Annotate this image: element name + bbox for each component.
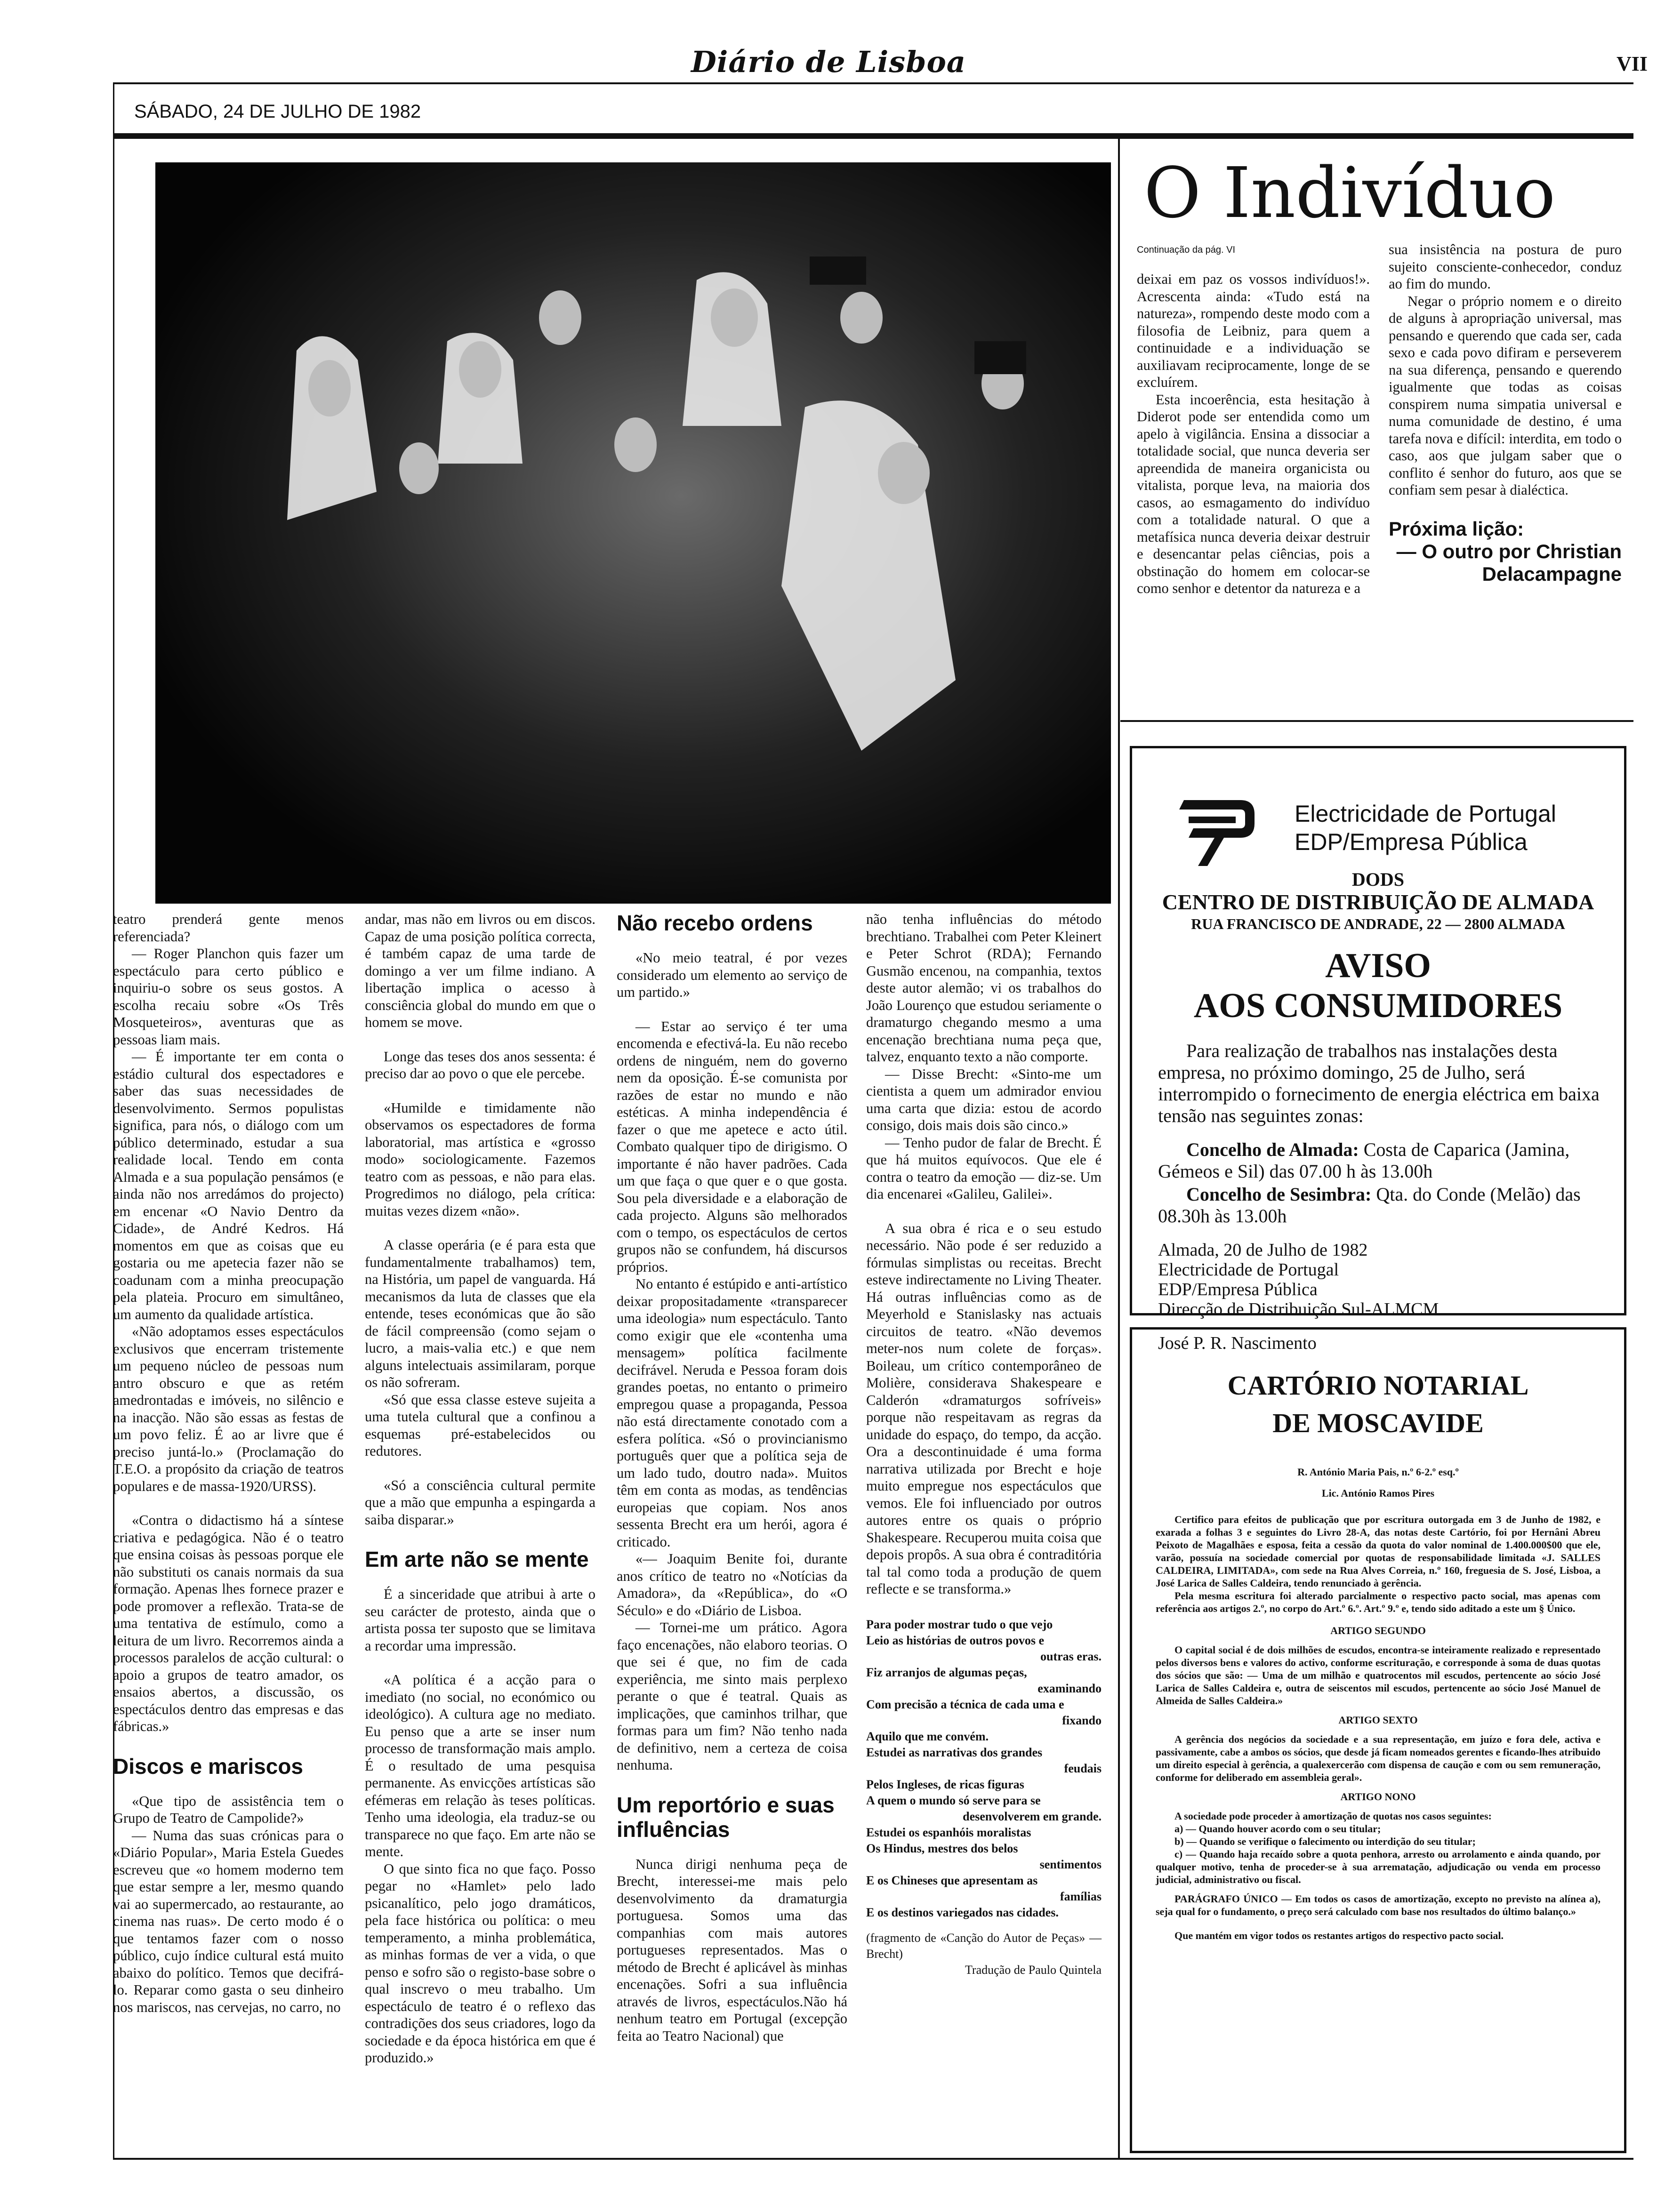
actors-image <box>155 162 1111 904</box>
brecht-poem <box>866 1617 1102 1978</box>
continuation-note: Continuação da pág. VI <box>1137 245 1236 255</box>
poem-credit: (fragmento de «Canção do Autor de Peças» — Brecht) <box>866 1931 1102 1961</box>
subheading-discos: Discos e mariscos <box>113 1754 304 1779</box>
poem-line: outras eras. <box>1040 1649 1102 1663</box>
article-paragraph: A classe operária (e é para esta que fundamentalmente trabalhamos) tem, na História, um papel de vanguarda. Há mecanismos da luta de classes que ela entende, teses económicas que ão são de fácil compreensão (como sejam o lucro, a mais-valia etc.) e que nem alguns intelectuais assimilaram, porque os não sofreram. <box>365 1237 595 1390</box>
poem-line: E os Chineses que apresentam as <box>866 1873 1038 1887</box>
individuo-title: O Indivíduo <box>1144 152 1556 233</box>
article-paragraph: não tenha influências do método brechtiano. Trabalhei com Peter Kleinert e Peter Schrot (RDA); Fernando Gusmão encenou, na companhia, textos deste autor alemão; vi os trabalhos do João Lourenço que estudou seriamente o dramaturgo chegando mesmo a uma encenação brechtiana numa peça que, talvez, enquanto texto a não comporte. <box>866 911 1102 1065</box>
individuo-paragraph: Negar o próprio nomem e o direito de alguns à apropriação universal, mas pensando e querendo que cada ser, cada sexo e cada povo difiram e perseverem na sua diferença, pensando e querendo igualmente que todas as coisas conspirem numa simpatia universal e numa comunidade de destino, é uma tarefa nova e difícil: interdita, em todo o caso, aos que julgam saber que o conflito é senhor do futuro, aos que se confiam sem pesar à dialéctica. <box>1389 293 1622 498</box>
poem-line: E os destinos variegados nas cidades. <box>866 1905 1059 1919</box>
edp-concelho1-text: Costa de Caparica (Jamina, Gémeos e Sil) das 07.00 h às 13.00h <box>1158 1139 1570 1182</box>
article-paragraph: «Que tipo de assistência tem o Grupo de Teatro de Campolide?» <box>113 1793 344 1826</box>
article-paragraph: teatro prenderá gente menos referenciada? <box>113 911 344 945</box>
subheading-ordens: Não recebo ordens <box>617 911 813 935</box>
cartorio-title2: DE MOSCAVIDE <box>1272 1408 1484 1438</box>
poem-line: examinando <box>1038 1681 1102 1695</box>
article-paragraph: «Não adoptamos esses espectáculos exclusivos que encerram tristemente um pequeno núcleo de pessoas num antro obscuro e que as retém amedrontadas e imóveis, no silêncio e na inacção. Não são essas as festas de um povo feliz. É ao ar livre que é preciso juntá-lo.» (Proclamação do T.E.O. a propósito da criação de teatros populares e de massa-1920/URSS). <box>113 1323 344 1494</box>
cartorio-paragraph: PARÁGRAFO ÚNICO — Em todos os casos de amortização, excepto no previsto na alínea a), seja qual for o fundamento, o preço será calculado com base nos resultados do último balanço.» <box>1156 1893 1601 1917</box>
edp-dods: DODS <box>1351 869 1405 890</box>
individuo-paragraph: sua insistência na postura de puro sujeito consciente-conhecedor, conduz ao fim do mundo. <box>1389 241 1622 292</box>
cartorio-notice-box <box>1130 1327 1626 2153</box>
poem-line: A quem o mundo só serve para se <box>866 1793 1041 1807</box>
date-rule <box>113 133 1633 139</box>
individuo-col1 <box>1137 271 1370 597</box>
poem-line: Estudei as narrativas dos grandes <box>866 1745 1043 1759</box>
cartorio-heading: ARTIGO SEGUNDO <box>1330 1625 1426 1636</box>
next-lesson-text: — O outro por Christian Delacampagne <box>1396 540 1622 585</box>
poem-line: Pelos Ingleses, de ricas figuras <box>866 1777 1024 1791</box>
dateline: SÁBADO, 24 DE JULHO DE 1982 <box>134 101 421 122</box>
individuo-paragraph: Esta incoerência, esta hesitação à Diderot pode ser entendida como um apelo à vigilância. Ensina a dissociar a totalidade social, que nunca deveria ser apreendida de maneira organicista ou vitalista, porque leva, na maioria dos casos, ao esmagamento do indivíduo com a totalidade natural. O que a metafísica nunca deveria deixar destruir e desencantar pelas ciências, pois a obstinação do homem em colocar-se como senhor e detentor da natureza e a <box>1137 391 1370 596</box>
article-paragraph: andar, mas não em livros ou em discos. Capaz de uma posição política correcta, é também capaz de uma tarde de domingo a ver um filme indiano. A libertação implica o acesso à consciência global do mundo em que o homem se move. <box>365 911 595 1030</box>
cartorio-paragraph: O capital social é de dois milhões de escudos, encontra-se inteiramente realizado e representado pelos diversos bens e valores do activo, conforme escrituração, e corresponde à soma de duas quotas dos sócios que são: — Uma de um milhão e quatrocentos mil escudos, pertencente ao sócio José Larica de Salles Caldeira e, outra de seiscentos mil escudos, pertencente ao sócio José Manuel de Almeida de Salles Caldeira.» <box>1156 1644 1601 1707</box>
edp-company-line2: EDP/Empresa Pública <box>1295 829 1528 855</box>
subheading-reportorio: Um reportório e suas influências <box>617 1792 835 1842</box>
article-paragraph: «Humilde e timidamente não observamos os espectadores de forma laboratorial, mas artística e «grosso modo» sociologicamente. Fazemos teatro com as pessoas, e não para elas. Progredimos no diálogo, pela crítica: muitas vezes dizem «não». <box>365 1099 595 1219</box>
next-lesson-label: Próxima lição: <box>1389 517 1524 540</box>
article-col1 <box>113 911 344 2016</box>
article-paragraph: «No meio teatral, é por vezes considerado um elemento ao serviço de um partido.» <box>617 950 847 1000</box>
individuo-col2 <box>1389 241 1622 585</box>
edp-sign-line: Electricidade de Portugal <box>1158 1260 1339 1280</box>
cartorio-lic: Lic. António Ramos Pires <box>1321 1487 1435 1499</box>
cartorio-heading: ARTIGO SEXTO <box>1338 1714 1418 1726</box>
article-paragraph: A sua obra é rica e o seu estudo necessário. Não pode é ser reduzido a fórmulas simplistas ou receitas. Brecht esteve indirectamente no Living Theater. Há outras influências como as de Meyerhold e Stanislasky nas actuais circuitos de teatro. «Não devemos meter-nos num colete de forças». Boileau, um crítico contemporâneo de Molière, considerava Shakespeare e Calderón «dramaturgos sofríveis» porque não respeitavam as regras da unidade do espaço, do tempo, da acção. Ora a descontinuidade é uma forma narrativa utilizada por Brecht e hoje muito empregue nos espectáculos que vemos. Ele foi influenciado por outros autores entre os quais o próprio Shakespeare. Recuperou muita coisa que depois propôs. A sua obra é contraditória tal tal como toda a produção de quem reflecte e se transforma.» <box>866 1220 1102 1597</box>
article-paragraph: O que sinto fica no que faço. Posso pegar no «Hamlet» pelo lado psicanalítico, pelo jogo dramáticos, pela face histórica ou política: o meu temperamento, a minha problemática, as minhas formas de ver a vida, o que penso e sofro são o registo-base sobre o qual inscrevo o meu trabalho. Um espectáculo de teatro é o reflexo das contradições dos seus criadores, logo da sociedade e da época histórica em que é produzido.» <box>365 1860 595 2066</box>
poem-line: Os Hindus, mestres dos belos <box>866 1841 1018 1855</box>
right-divider <box>1118 139 1120 2158</box>
bottom-frame <box>113 2158 1633 2160</box>
poem-line: sentimentos <box>1039 1857 1102 1871</box>
edp-logo-icon <box>1179 791 1259 871</box>
poem-line: feudais <box>1064 1761 1102 1775</box>
edp-concelho1 <box>1158 1139 1603 1182</box>
edp-address: RUA FRANCISCO DE ANDRADE, 22 — 2800 ALMADA <box>1191 915 1565 932</box>
article-col2 <box>365 911 595 2067</box>
cartorio-item: b) — Quando se verifique o falecimento ou interdição do seu titular; <box>1174 1835 1476 1847</box>
article-paragraph: — É importante ter em conta o estádio cultural dos espectadores e saber das suas necessidades de desenvolvimento. Sermos populistas significa, para nós, o diálogo com um público determinado, estudar a sua realidade local. Tendo em conta Almada e a sua população pensámos (e ainda não nos arredámos do projecto) em encenar «O Navio Dentro da Cidade», de André Kedros. Há momentos em que as coisas que eu gostaria ou me apetecia fazer não se coadunam com a minha preocupação pela plateia. Procuro em simultâneo, um aumento da qualidade artística. <box>113 1049 344 1322</box>
cartorio-paragraph: Pela mesma escritura foi alterado parcialmente o respectivo pacto social, mas apenas com referência aos artigos 2.º, no corpo do Art.º 6.º. Art.º 9.º e, tendo sido aditado a este um § Único. <box>1156 1590 1601 1614</box>
article-paragraph: — Estar ao serviço é ter uma encomenda e efectivá-la. Eu não recebo ordens de ninguém, nem do governo nem da oposição. É-se comunista por razões de estar no mundo e não estéticas. A minha independência é fazer o que me apetece e acto útil. Combato qualquer tipo de dirigismo. O importante é não haver padrões. Cada um que faça o que quer e o que gosta. Sou pela diversidade e a elaboração de cada projecto. Alguns são melhorados com o tempo, os espectáculos de certos grupos não se confundem, há discursos próprios. <box>617 1018 847 1275</box>
edp-centro: CENTRO DE DISTRIBUIÇÃO DE ALMADA <box>1162 890 1594 914</box>
article-paragraph: — Roger Planchon quis fazer um espectáculo para certo público e inquiriu-o sobre os seus gostos. A escolha recaiu sobre «Os Três Mosqueteiros», aventuras que as pessoas liam mais. <box>113 946 344 1048</box>
edp-company-line1: Electricidade de Portugal <box>1295 801 1556 827</box>
article-paragraph: «Só que essa classe esteve sujeita a uma tutela cultural que a confinou a esquemas pré-estabelecidos ou redutores. <box>365 1391 595 1459</box>
article-paragraph: «Só a consciência cultural permite que a mão que empunha a espingarda a saiba disparar.» <box>365 1477 595 1528</box>
article-col3 <box>617 911 847 2044</box>
cartorio-paragraph: A sociedade pode proceder à amortização de quotas nos casos seguintes: <box>1174 1810 1492 1822</box>
individuo-paragraph: deixai em paz os vossos indivíduos!». Acrescenta ainda: «Tudo está na natureza», rompendo deste modo com a filosofia de Leibniz, para quem a continuidade e a individuação se auxiliavam reciprocamente, longe de se excluírem. <box>1137 271 1370 390</box>
edp-concelho2-label: Concelho de Sesimbra: <box>1186 1184 1372 1205</box>
article-paragraph: Longe das teses dos anos sessenta: é preciso dar ao povo o que ele percebe. <box>365 1048 595 1082</box>
individuo-bottom-rule <box>1120 720 1633 722</box>
edp-body: Para realização de trabalhos nas instalações desta empresa, no próximo domingo, 25 de Julho, será interrompido o fornecimento de energia eléctrica em baixa tensão nas seguintes zonas: <box>1158 1040 1600 1126</box>
edp-concelho2 <box>1158 1184 1603 1227</box>
cartorio-heading: ARTIGO NONO <box>1340 1791 1416 1803</box>
article-paragraph: «— Joaquim Benite foi, durante anos crítico de teatro no «Notícias da Amadora», da «República», do «O Século» e do «Diário de Lisboa. <box>617 1551 847 1619</box>
edp-sign-line: EDP/Empresa Pública <box>1158 1280 1318 1299</box>
edp-notice-box <box>1130 746 1626 1353</box>
poem-line: desenvolverem em grande. <box>963 1809 1102 1823</box>
poem-line: Aquilo que me convém. <box>866 1729 989 1743</box>
edp-aviso-title: AVISO <box>1325 946 1431 985</box>
edp-concelho1-label: Concelho de Almada: <box>1186 1139 1359 1160</box>
edp-concelho2-text: Qta. do Conde (Melão) das 08.30h às 13.00h <box>1158 1184 1581 1226</box>
cartorio-title1: CARTÓRIO NOTARIAL <box>1227 1370 1529 1401</box>
article-col4 <box>866 911 1102 1978</box>
cartorio-item: c) — Quando haja recaído sobre a quota penhora, arresto ou arrolamento e ainda quando, por qualquer motivo, tenha de proceder-se à sua arrematação, adjudicação ou venda em processo judicial, administrativo ou fiscal. <box>1156 1848 1601 1885</box>
edp-aviso-subtitle: AOS CONSUMIDORES <box>1193 986 1563 1025</box>
cartorio-paragraph: Que mantém em vigor todos os restantes artigos do respectivo pacto social. <box>1174 1930 1504 1941</box>
poem-line: Fiz arranjos de algumas peças, <box>866 1665 1027 1679</box>
article-paragraph: «Contra o didactismo há a síntese criativa e pedagógica. Não é o teatro que ensina coisas às pessoas porque ele não substituti os canais normais da sua formação. Apenas lhes fornece prazer e pode promover a reflexão. Trata-se de uma tentativa de estímulo, como a leitura de um livro. Recorremos ainda a processos paralelos de acção cultural: o apoio a grupos de teatro amador, os ensaios abertos, a discussão, os espectáculos dentro das empresas e das fábricas.» <box>113 1512 344 1734</box>
poem-line: Leio as histórias de outros povos e <box>866 1633 1044 1647</box>
article-paragraph: No entanto é estúpido e anti-artístico deixar propositadamente «transparecer uma ideologia» num espectáculo. Tanto como exigir que ele «contenha uma mensagem» política facilmente decifrável. Neruda e Pessoa foram dois grandes poetas, no entanto o primeiro empregou quase a propaganda, Pessoa não está directamente conotado com a esfera política. «Só o provincianismo português quer que a política seja de um lado tudo, doutro nada». Muitos têm em conta as modas, as tendências europeias que copiam. Nos anos sessenta Brecht era um herói, agora é criticado. <box>617 1276 847 1550</box>
newspaper-masthead: Diário de Lisboa <box>691 45 966 79</box>
article-paragraph: — Disse Brecht: «Sinto-me um cientista a quem um admirador enviou uma carta que dizia: estou de acordo consigo, dois mais dois são cinco.» <box>866 1066 1102 1133</box>
cartorio-address: R. António Maria Pais, n.º 6-2.º esq.º <box>1297 1466 1459 1478</box>
article-paragraph: É a sinceridade que atribui à arte o seu carácter de protesto, ainda que o artista possa ter suposto que se limitava a recordar uma impressão. <box>365 1586 595 1654</box>
top-rule <box>113 82 1633 84</box>
article-paragraph: — Tenho pudor de falar de Brecht. É que há muitos equívocos. Que ele é contra o teatro da emoção — diz-se. Um dia encenarei «Galileu, Galilei». <box>866 1134 1102 1202</box>
poem-line: famílias <box>1060 1889 1102 1903</box>
poem-line: Para poder mostrar tudo o que vejo <box>866 1617 1053 1631</box>
edp-sign-line: Almada, 20 de Julho de 1982 <box>1158 1240 1368 1260</box>
edp-sign-line: José P. R. Nascimento <box>1158 1333 1317 1353</box>
poem-line: fixando <box>1062 1713 1102 1727</box>
article-paragraph: Nunca dirigi nenhuma peça de Brecht, interessei-me mais pelo desenvolvimento da dramaturgia portuguesa. Somos uma das companhias com mais autores portugueses representados. Mas o método de Brecht é aplicável às minhas encenações. Sofri a sua influência através de livros, espectáculos.Não há nenhum teatro em Portugal (excepção feita ao Teatro Nacional) que <box>617 1856 847 2044</box>
subheading-arte: Em arte não se mente <box>365 1547 589 1571</box>
cartorio-paragraph: Certifico para efeitos de publicação que por escritura outorgada em 3 de Junho de 1982, e exarada a folhas 3 e seguintes do Livro 28-A, das notas deste Cartório, foi por Hernâni Abreu Peixoto de Magalhães e esposa, feita a cessão da quota do valor nominal de 1.400.000$00 que ele, varão, possuía na sociedade comercial por quotas de responsabilidade limitada «J. SALLES CALDEIRA, LIMITADA», com sede na Rua Alves Correia, n.º 160, freguesia de S. José, Lisboa, a José Larica de Salles Caldeira, tendo renunciado à gerência. <box>1156 1514 1601 1589</box>
edp-sign-line: Direcção de Distribuição Sul-ALMCM <box>1158 1299 1439 1319</box>
poem-line: Com precisão a técnica de cada uma e <box>866 1697 1064 1711</box>
article-paragraph: — Tornei-me um prático. Agora faço encenações, não elaboro teorias. O que sei é que, no fim de cada experiência, me sinto mais perplexo perante o que é teatral. Quais as implicações, que caminhos trilhar, que formas para um fim? Não tenho nada de definitivo, nem a certeza de coisa nenhuma. <box>617 1619 847 1773</box>
cartorio-item: a) — Quando houver acordo com o seu titular; <box>1174 1823 1381 1835</box>
poem-translator: Tradução de Paulo Quintela <box>965 1963 1102 1977</box>
cartorio-body <box>1156 1513 1601 1942</box>
theatre-photo <box>155 162 1111 904</box>
poem-line: Estudei os espanhóis moralistas <box>866 1825 1031 1839</box>
cartorio-paragraph: A gerência dos negócios da sociedade e a sua representação, em juízo e fora dele, activa e passivamente, cabe a ambos os sócios, que desde já ficam nomeados gerentes e ficando-lhes atribuido um direito especial à gerência, a qualexercerão com dispensa de caução e com ou sem remuneração, conforme for deliberado em assembleia geral». <box>1156 1733 1601 1783</box>
article-paragraph: — Numa das suas crónicas para o «Diário Popular», Maria Estela Guedes escreveu que «o homem moderno tem que estar sempre a ler, mesmo quando vai ao supermercado, ao restaurante, ao cinema nas ruas». De certo modo é o que tentamos fazer com o nosso público, cujo índice cultural está muito abaixo do político. Temos que decifrá-lo. Reparar como gasta o seu dinheiro nos mariscos, nas cervejas, no carro, no <box>113 1827 344 2015</box>
article-paragraph: «A política é a acção para o imediato (no social, no económico ou ideológico). A cultura age no mediato. Eu penso que a arte se inser num processo de transformação mais amplo. É o resultado de uma pesquisa permanente. As envicções artísticas são efémeras em relação às teses políticas. Tenho uma ideologia, ela traduz-se ou transparece no que faço. Em arte não se mente. <box>365 1672 595 1859</box>
page-number: VII <box>1616 52 1648 75</box>
